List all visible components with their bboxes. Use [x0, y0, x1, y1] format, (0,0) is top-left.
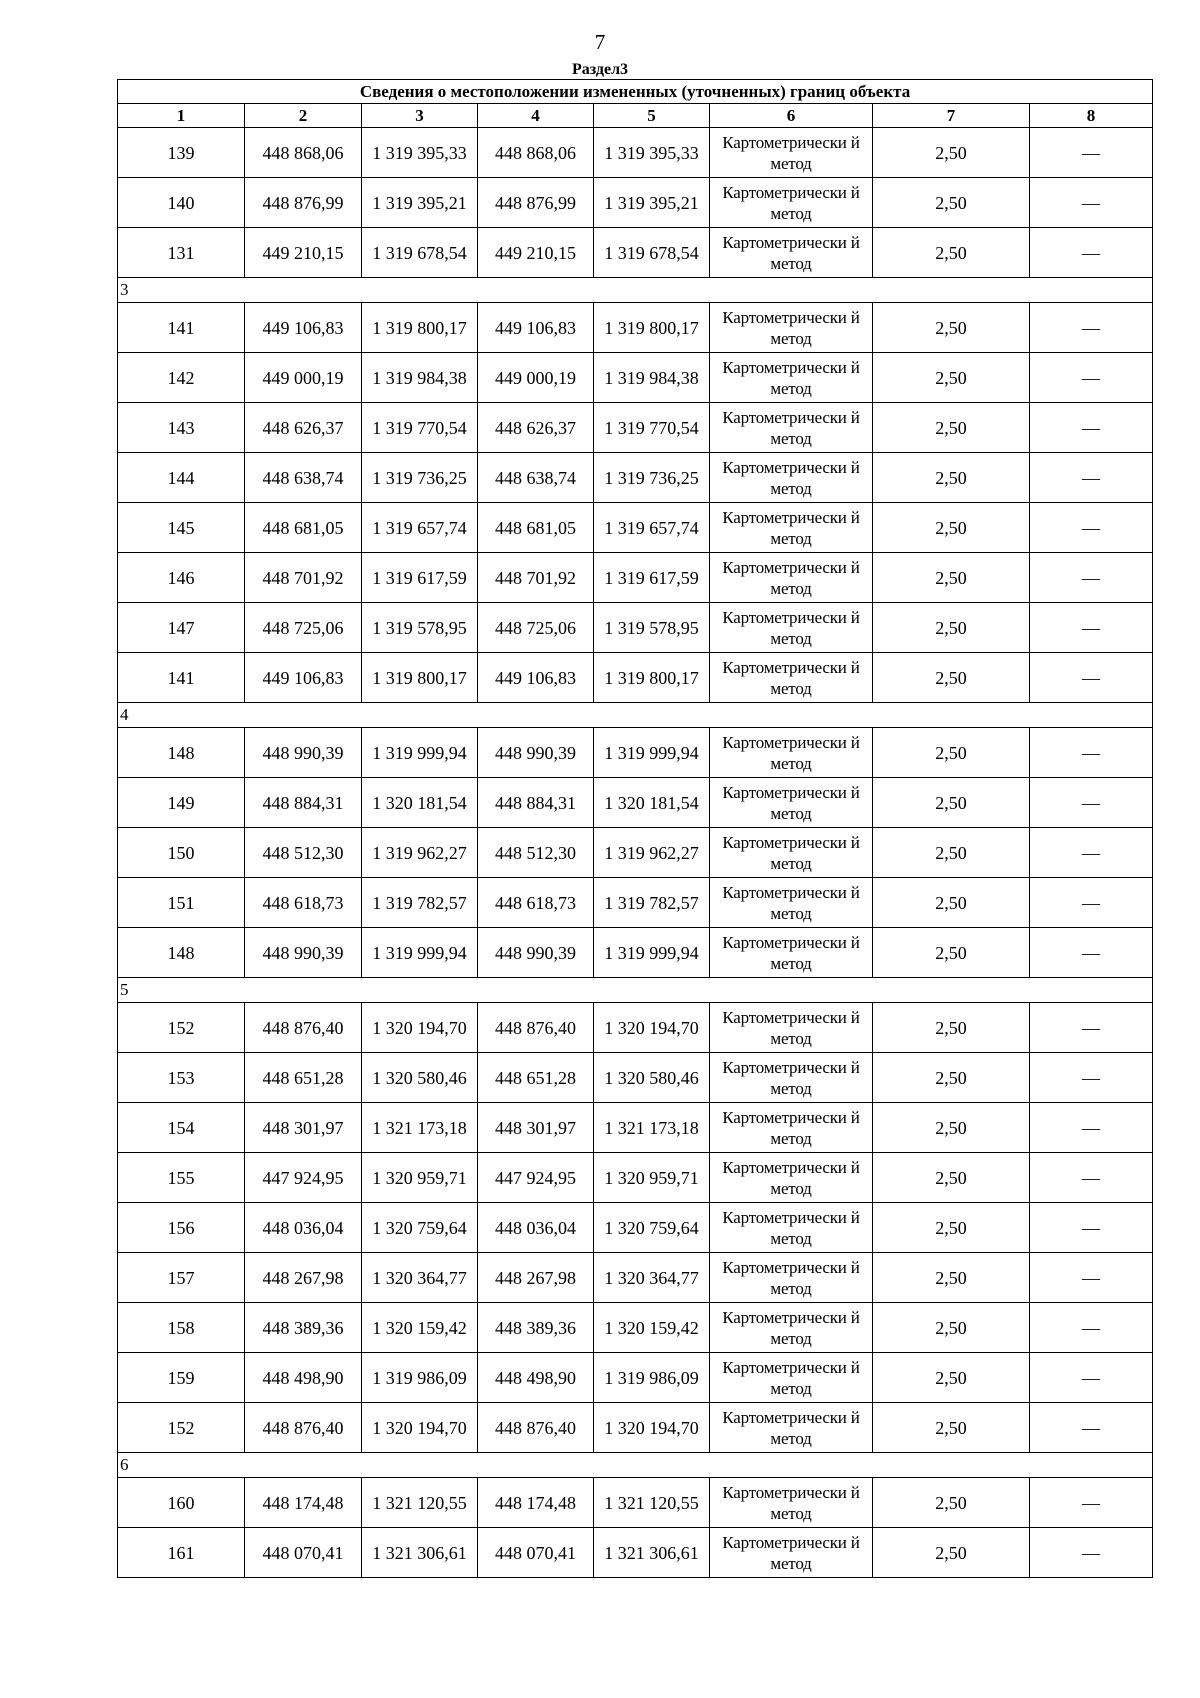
x-new-cell: 448 681,05 [478, 503, 594, 553]
table-row [118, 1478, 1153, 1528]
point-number-cell: 157 [118, 1253, 245, 1303]
table-row [118, 353, 1153, 403]
table-row [118, 453, 1153, 503]
point-number-cell: 139 [118, 128, 245, 178]
y-old-cell: 1 319 657,74 [362, 503, 478, 553]
y-old-cell: 1 319 999,94 [362, 728, 478, 778]
y-old-cell: 1 320 194,70 [362, 1003, 478, 1053]
x-old-cell: 448 070,41 [245, 1528, 362, 1578]
x-old-cell: 449 106,83 [245, 303, 362, 353]
description-cell: — [1030, 1153, 1153, 1203]
point-number-cell: 140 [118, 178, 245, 228]
method-cell: Картометрически й метод [710, 128, 873, 178]
method-cell: Картометрически й метод [710, 503, 873, 553]
description-cell: — [1030, 1003, 1153, 1053]
y-old-cell: 1 321 306,61 [362, 1528, 478, 1578]
y-old-cell: 1 320 181,54 [362, 778, 478, 828]
table-caption-row [118, 80, 1153, 104]
description-cell: — [1030, 828, 1153, 878]
accuracy-cell: 2,50 [873, 178, 1030, 228]
y-new-cell: 1 319 800,17 [594, 303, 710, 353]
method-cell: Картометрически й метод [710, 878, 873, 928]
y-old-cell: 1 321 173,18 [362, 1103, 478, 1153]
method-cell: Картометрически й метод [710, 1478, 873, 1528]
point-number-cell: 147 [118, 603, 245, 653]
y-old-cell: 1 319 395,21 [362, 178, 478, 228]
y-old-cell: 1 319 962,27 [362, 828, 478, 878]
y-new-cell: 1 319 782,57 [594, 878, 710, 928]
x-old-cell: 447 924,95 [245, 1153, 362, 1203]
x-new-cell: 448 301,97 [478, 1103, 594, 1153]
boundary-coordinates-table [117, 79, 1153, 1578]
description-cell: — [1030, 1528, 1153, 1578]
y-old-cell: 1 319 782,57 [362, 878, 478, 928]
x-new-cell: 448 267,98 [478, 1253, 594, 1303]
method-cell: Картометрически й метод [710, 1303, 873, 1353]
y-new-cell: 1 321 306,61 [594, 1528, 710, 1578]
method-cell: Картометрически й метод [710, 603, 873, 653]
y-new-cell: 1 320 159,42 [594, 1303, 710, 1353]
y-old-cell: 1 320 580,46 [362, 1053, 478, 1103]
y-new-cell: 1 320 194,70 [594, 1003, 710, 1053]
column-number: 8 [1030, 104, 1153, 128]
y-new-cell: 1 319 800,17 [594, 653, 710, 703]
x-new-cell: 448 638,74 [478, 453, 594, 503]
point-number-cell: 141 [118, 303, 245, 353]
point-number-cell: 141 [118, 653, 245, 703]
x-new-cell: 448 725,06 [478, 603, 594, 653]
y-new-cell: 1 319 962,27 [594, 828, 710, 878]
table-row [118, 1403, 1153, 1453]
y-new-cell: 1 319 395,21 [594, 178, 710, 228]
point-number-cell: 146 [118, 553, 245, 603]
x-new-cell: 448 884,31 [478, 778, 594, 828]
y-new-cell: 1 320 959,71 [594, 1153, 710, 1203]
method-cell: Картометрически й метод [710, 178, 873, 228]
point-number-cell: 154 [118, 1103, 245, 1153]
accuracy-cell: 2,50 [873, 1103, 1030, 1153]
x-old-cell: 448 498,90 [245, 1353, 362, 1403]
point-number-cell: 153 [118, 1053, 245, 1103]
table-row [118, 128, 1153, 178]
y-old-cell: 1 320 159,42 [362, 1303, 478, 1353]
x-new-cell: 448 876,40 [478, 1403, 594, 1453]
contour-group-row [118, 1453, 1153, 1478]
x-new-cell: 448 990,39 [478, 728, 594, 778]
x-old-cell: 448 618,73 [245, 878, 362, 928]
y-old-cell: 1 319 800,17 [362, 653, 478, 703]
y-new-cell: 1 319 984,38 [594, 353, 710, 403]
contour-number: 6 [118, 1453, 1153, 1478]
y-old-cell: 1 320 759,64 [362, 1203, 478, 1253]
table-row [118, 1528, 1153, 1578]
table-row [118, 1103, 1153, 1153]
method-cell: Картометрически й метод [710, 1203, 873, 1253]
y-old-cell: 1 319 999,94 [362, 928, 478, 978]
description-cell: — [1030, 1203, 1153, 1253]
accuracy-cell: 2,50 [873, 1003, 1030, 1053]
column-number: 3 [362, 104, 478, 128]
method-cell: Картометрически й метод [710, 778, 873, 828]
column-number: 6 [710, 104, 873, 128]
contour-group-row [118, 703, 1153, 728]
table-row [118, 1253, 1153, 1303]
description-cell: — [1030, 928, 1153, 978]
accuracy-cell: 2,50 [873, 403, 1030, 453]
x-new-cell: 448 626,37 [478, 403, 594, 453]
table-row [118, 178, 1153, 228]
point-number-cell: 152 [118, 1403, 245, 1453]
table-row [118, 228, 1153, 278]
x-old-cell: 448 990,39 [245, 928, 362, 978]
method-cell: Картометрически й метод [710, 453, 873, 503]
x-old-cell: 448 174,48 [245, 1478, 362, 1528]
x-new-cell: 448 070,41 [478, 1528, 594, 1578]
method-cell: Картометрически й метод [710, 1253, 873, 1303]
y-new-cell: 1 320 181,54 [594, 778, 710, 828]
table-row [118, 828, 1153, 878]
accuracy-cell: 2,50 [873, 353, 1030, 403]
x-old-cell: 448 876,99 [245, 178, 362, 228]
table-row [118, 878, 1153, 928]
x-new-cell: 448 876,99 [478, 178, 594, 228]
x-old-cell: 448 725,06 [245, 603, 362, 653]
x-new-cell: 448 876,40 [478, 1003, 594, 1053]
x-new-cell: 448 512,30 [478, 828, 594, 878]
table-caption: Сведения о местоположении измененных (уточненных) границ объекта [118, 80, 1153, 104]
page-number: 7 [594, 30, 606, 54]
x-new-cell: 448 174,48 [478, 1478, 594, 1528]
description-cell: — [1030, 653, 1153, 703]
accuracy-cell: 2,50 [873, 128, 1030, 178]
accuracy-cell: 2,50 [873, 1153, 1030, 1203]
y-old-cell: 1 319 617,59 [362, 553, 478, 603]
description-cell: — [1030, 1353, 1153, 1403]
contour-number: 3 [118, 278, 1153, 303]
y-new-cell: 1 319 395,33 [594, 128, 710, 178]
accuracy-cell: 2,50 [873, 1203, 1030, 1253]
method-cell: Картометрически й метод [710, 1403, 873, 1453]
method-cell: Картометрически й метод [710, 1053, 873, 1103]
column-number: 2 [245, 104, 362, 128]
table-row [118, 653, 1153, 703]
contour-number: 4 [118, 703, 1153, 728]
accuracy-cell: 2,50 [873, 453, 1030, 503]
accuracy-cell: 2,50 [873, 1053, 1030, 1103]
description-cell: — [1030, 453, 1153, 503]
x-new-cell: 449 000,19 [478, 353, 594, 403]
accuracy-cell: 2,50 [873, 1403, 1030, 1453]
point-number-cell: 148 [118, 728, 245, 778]
y-new-cell: 1 320 580,46 [594, 1053, 710, 1103]
point-number-cell: 155 [118, 1153, 245, 1203]
x-new-cell: 448 618,73 [478, 878, 594, 928]
point-number-cell: 148 [118, 928, 245, 978]
contour-group-row [118, 978, 1153, 1003]
y-new-cell: 1 319 736,25 [594, 453, 710, 503]
point-number-cell: 158 [118, 1303, 245, 1353]
y-old-cell: 1 321 120,55 [362, 1478, 478, 1528]
y-old-cell: 1 319 770,54 [362, 403, 478, 453]
method-cell: Картометрически й метод [710, 1528, 873, 1578]
description-cell: — [1030, 553, 1153, 603]
point-number-cell: 145 [118, 503, 245, 553]
x-new-cell: 447 924,95 [478, 1153, 594, 1203]
column-number: 4 [478, 104, 594, 128]
point-number-cell: 149 [118, 778, 245, 828]
description-cell: — [1030, 1403, 1153, 1453]
x-new-cell: 448 701,92 [478, 553, 594, 603]
x-old-cell: 448 868,06 [245, 128, 362, 178]
point-number-cell: 161 [118, 1528, 245, 1578]
description-cell: — [1030, 178, 1153, 228]
y-new-cell: 1 319 770,54 [594, 403, 710, 453]
table-row [118, 1153, 1153, 1203]
description-cell: — [1030, 1053, 1153, 1103]
description-cell: — [1030, 1103, 1153, 1153]
table-row [118, 1303, 1153, 1353]
accuracy-cell: 2,50 [873, 228, 1030, 278]
description-cell: — [1030, 503, 1153, 553]
y-new-cell: 1 319 678,54 [594, 228, 710, 278]
y-new-cell: 1 320 194,70 [594, 1403, 710, 1453]
x-new-cell: 448 498,90 [478, 1353, 594, 1403]
x-old-cell: 448 701,92 [245, 553, 362, 603]
method-cell: Картометрически й метод [710, 1003, 873, 1053]
point-number-cell: 144 [118, 453, 245, 503]
x-old-cell: 448 990,39 [245, 728, 362, 778]
y-new-cell: 1 319 986,09 [594, 1353, 710, 1403]
y-old-cell: 1 319 986,09 [362, 1353, 478, 1403]
x-old-cell: 449 106,83 [245, 653, 362, 703]
accuracy-cell: 2,50 [873, 1478, 1030, 1528]
accuracy-cell: 2,50 [873, 878, 1030, 928]
x-old-cell: 449 000,19 [245, 353, 362, 403]
table-row [118, 1203, 1153, 1253]
y-new-cell: 1 320 364,77 [594, 1253, 710, 1303]
accuracy-cell: 2,50 [873, 928, 1030, 978]
x-new-cell: 449 106,83 [478, 653, 594, 703]
method-cell: Картометрически й метод [710, 1153, 873, 1203]
x-new-cell: 448 036,04 [478, 1203, 594, 1253]
method-cell: Картометрически й метод [710, 828, 873, 878]
y-new-cell: 1 319 657,74 [594, 503, 710, 553]
description-cell: — [1030, 728, 1153, 778]
table-row [118, 778, 1153, 828]
table-row [118, 553, 1153, 603]
point-number-cell: 143 [118, 403, 245, 453]
x-new-cell: 448 389,36 [478, 1303, 594, 1353]
accuracy-cell: 2,50 [873, 778, 1030, 828]
table-row [118, 1353, 1153, 1403]
method-cell: Картометрически й метод [710, 553, 873, 603]
point-number-cell: 160 [118, 1478, 245, 1528]
y-old-cell: 1 319 984,38 [362, 353, 478, 403]
x-new-cell: 448 990,39 [478, 928, 594, 978]
point-number-cell: 151 [118, 878, 245, 928]
point-number-cell: 150 [118, 828, 245, 878]
contour-group-row [118, 278, 1153, 303]
description-cell: — [1030, 128, 1153, 178]
column-number-row [118, 104, 1153, 128]
table-row [118, 303, 1153, 353]
x-old-cell: 448 512,30 [245, 828, 362, 878]
y-old-cell: 1 320 194,70 [362, 1403, 478, 1453]
description-cell: — [1030, 403, 1153, 453]
method-cell: Картометрически й метод [710, 1353, 873, 1403]
description-cell: — [1030, 303, 1153, 353]
y-new-cell: 1 320 759,64 [594, 1203, 710, 1253]
table-body [118, 80, 1153, 1578]
y-new-cell: 1 319 999,94 [594, 728, 710, 778]
y-old-cell: 1 319 578,95 [362, 603, 478, 653]
x-old-cell: 448 389,36 [245, 1303, 362, 1353]
y-old-cell: 1 319 736,25 [362, 453, 478, 503]
table-row [118, 928, 1153, 978]
contour-number: 5 [118, 978, 1153, 1003]
x-new-cell: 449 210,15 [478, 228, 594, 278]
x-old-cell: 448 638,74 [245, 453, 362, 503]
column-number: 5 [594, 104, 710, 128]
section-title: Раздел3 [571, 61, 629, 78]
point-number-cell: 156 [118, 1203, 245, 1253]
point-number-cell: 159 [118, 1353, 245, 1403]
accuracy-cell: 2,50 [873, 553, 1030, 603]
x-old-cell: 448 267,98 [245, 1253, 362, 1303]
point-number-cell: 152 [118, 1003, 245, 1053]
x-old-cell: 448 036,04 [245, 1203, 362, 1253]
y-new-cell: 1 321 173,18 [594, 1103, 710, 1153]
x-new-cell: 448 651,28 [478, 1053, 594, 1103]
description-cell: — [1030, 1303, 1153, 1353]
x-old-cell: 449 210,15 [245, 228, 362, 278]
table-row [118, 1053, 1153, 1103]
x-old-cell: 448 626,37 [245, 403, 362, 453]
description-cell: — [1030, 1253, 1153, 1303]
y-old-cell: 1 320 364,77 [362, 1253, 478, 1303]
x-old-cell: 448 651,28 [245, 1053, 362, 1103]
description-cell: — [1030, 353, 1153, 403]
accuracy-cell: 2,50 [873, 603, 1030, 653]
table-row [118, 603, 1153, 653]
y-new-cell: 1 319 999,94 [594, 928, 710, 978]
x-old-cell: 448 876,40 [245, 1403, 362, 1453]
y-old-cell: 1 319 395,33 [362, 128, 478, 178]
accuracy-cell: 2,50 [873, 1303, 1030, 1353]
method-cell: Картометрически й метод [710, 728, 873, 778]
x-old-cell: 448 681,05 [245, 503, 362, 553]
table-row [118, 503, 1153, 553]
point-number-cell: 131 [118, 228, 245, 278]
accuracy-cell: 2,50 [873, 303, 1030, 353]
accuracy-cell: 2,50 [873, 503, 1030, 553]
column-number: 1 [118, 104, 245, 128]
x-new-cell: 449 106,83 [478, 303, 594, 353]
accuracy-cell: 2,50 [873, 828, 1030, 878]
x-old-cell: 448 876,40 [245, 1003, 362, 1053]
accuracy-cell: 2,50 [873, 1253, 1030, 1303]
method-cell: Картометрически й метод [710, 353, 873, 403]
description-cell: — [1030, 228, 1153, 278]
x-old-cell: 448 884,31 [245, 778, 362, 828]
method-cell: Картометрически й метод [710, 228, 873, 278]
accuracy-cell: 2,50 [873, 728, 1030, 778]
x-old-cell: 448 301,97 [245, 1103, 362, 1153]
table-row [118, 1003, 1153, 1053]
y-old-cell: 1 319 800,17 [362, 303, 478, 353]
y-old-cell: 1 319 678,54 [362, 228, 478, 278]
accuracy-cell: 2,50 [873, 653, 1030, 703]
description-cell: — [1030, 878, 1153, 928]
point-number-cell: 142 [118, 353, 245, 403]
accuracy-cell: 2,50 [873, 1528, 1030, 1578]
table-row [118, 728, 1153, 778]
y-new-cell: 1 321 120,55 [594, 1478, 710, 1528]
method-cell: Картометрически й метод [710, 1103, 873, 1153]
accuracy-cell: 2,50 [873, 1353, 1030, 1403]
table-row [118, 403, 1153, 453]
column-number: 7 [873, 104, 1030, 128]
y-new-cell: 1 319 617,59 [594, 553, 710, 603]
y-new-cell: 1 319 578,95 [594, 603, 710, 653]
method-cell: Картометрически й метод [710, 928, 873, 978]
description-cell: — [1030, 1478, 1153, 1528]
x-new-cell: 448 868,06 [478, 128, 594, 178]
description-cell: — [1030, 778, 1153, 828]
description-cell: — [1030, 603, 1153, 653]
method-cell: Картометрически й метод [710, 303, 873, 353]
method-cell: Картометрически й метод [710, 403, 873, 453]
y-old-cell: 1 320 959,71 [362, 1153, 478, 1203]
method-cell: Картометрически й метод [710, 653, 873, 703]
